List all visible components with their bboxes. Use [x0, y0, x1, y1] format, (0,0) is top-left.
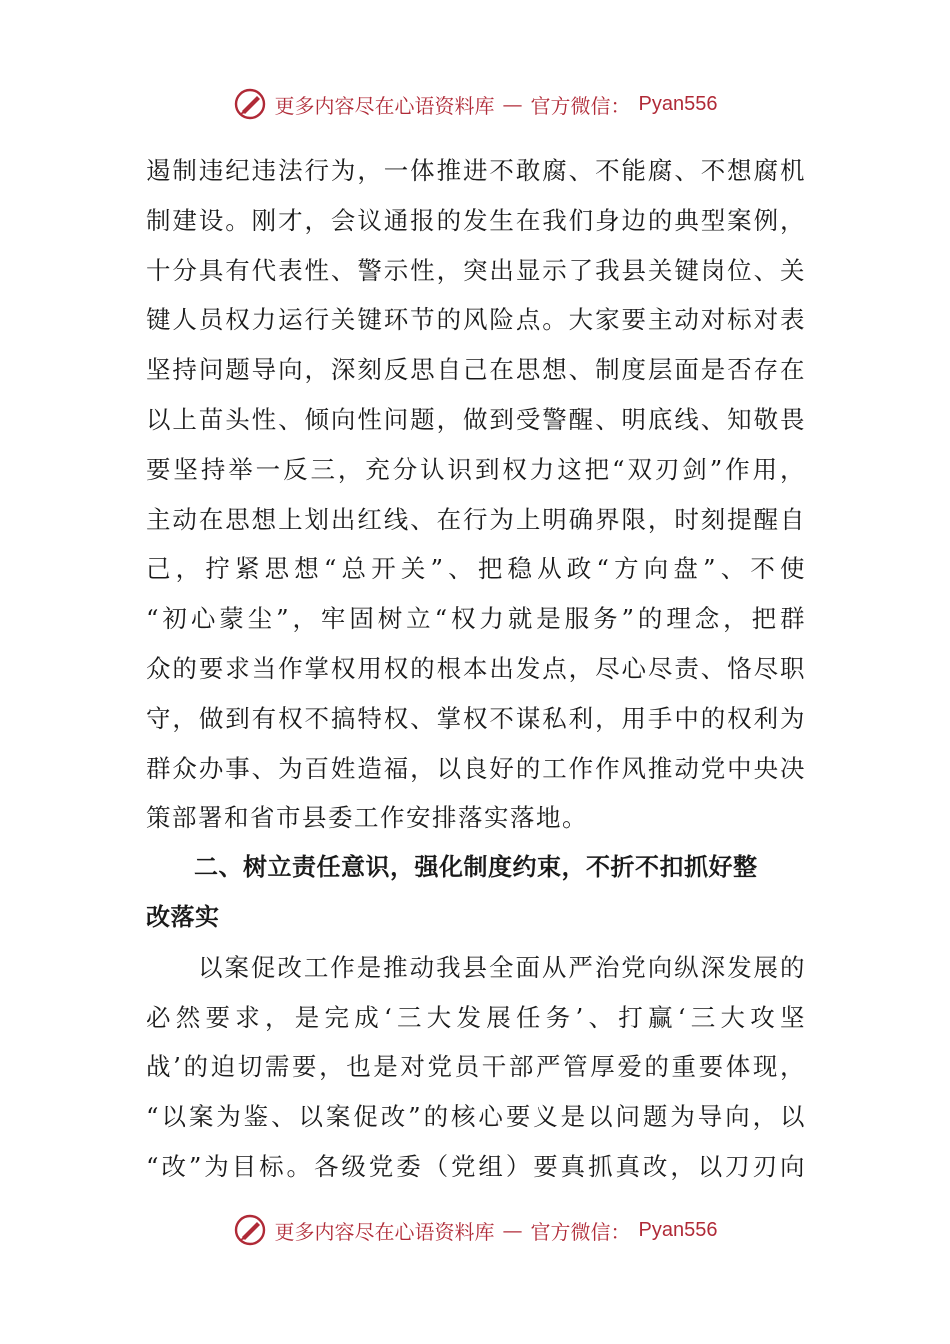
- pen-seal-icon: [233, 1213, 267, 1247]
- text-line: 群众办事、为百姓造福，以良好的工作作风推动党中央决: [146, 753, 806, 783]
- wechat-id: Pyan556: [638, 92, 718, 115]
- wechat-id: Pyan556: [638, 1218, 718, 1241]
- text-line: 坚持问题导向，深刻反思自己在思想、制度层面是否存在: [146, 355, 806, 385]
- heading-line: 改落实: [146, 902, 220, 931]
- text-line: 键人员权力运行关键环节的风险点。大家要主动对标对表: [146, 305, 806, 335]
- text-line: 遏制违纪违法行为，一体推进不敢腐、不能腐、不想腐机: [146, 156, 806, 185]
- wechat-label: 官方微信：: [530, 93, 631, 118]
- text-line: 众的要求当作掌权用权的根本出发点，尽心尽责、恪尽职: [146, 653, 806, 683]
- pen-seal-icon: [233, 87, 267, 121]
- section-heading-2: [146, 843, 806, 943]
- text-line: 要坚持举一反三，充分认识到权力这把“双刃剑”作用，: [146, 454, 806, 484]
- text-line: 战’的迫切需要，也是对党员干部严管厚爱的重要体现，: [146, 1052, 806, 1082]
- text-line: 必然要求，是完成‘三大发展任务’、打赢‘三大攻坚: [146, 1002, 806, 1032]
- text-line: 以上苗头性、倾向性问题，做到受警醒、明底线、知敬畏: [146, 404, 806, 434]
- banner-dash: —: [502, 1218, 523, 1242]
- text-line: “改”为目标。各级党委（党组）要真抓真改，以刀刃向: [146, 1151, 806, 1181]
- site-name: 更多内容尽在心语资料库: [274, 1219, 495, 1244]
- text-line: “初心蒙尘”，牢固树立“权力就是服务”的理念，把群: [146, 604, 806, 634]
- text-line: 十分具有代表性、警示性，突出显示了我县关键岗位、关: [146, 255, 806, 285]
- text-line: “以案为鉴、以案促改”的核心要义是以问题为导向，以: [146, 1102, 806, 1132]
- paragraph-1: [146, 146, 806, 843]
- wechat-label: 官方微信：: [530, 1219, 631, 1244]
- header-watermark: [0, 84, 950, 124]
- site-name: 更多内容尽在心语资料库: [274, 93, 495, 118]
- text-line: 主动在思想上划出红线、在行为上明确界限，时刻提醒自: [146, 504, 806, 534]
- banner-dash: —: [502, 92, 523, 116]
- document-body: [146, 146, 806, 1192]
- text-line: 己，拧紧思想“总开关”、把稳从政“方向盘”、不使: [146, 554, 806, 584]
- text-line: 守，做到有权不搞特权、掌权不谋私利，用手中的权利为: [146, 703, 806, 733]
- text-line: 策部署和省市县委工作安排落实落地。: [146, 803, 588, 833]
- text-line: 以案促改工作是推动我县全面从严治党向纵深发展的: [198, 952, 806, 982]
- paragraph-2: [146, 943, 806, 1192]
- text-line: 制建设。刚才，会议通报的发生在我们身边的典型案例，: [146, 205, 806, 235]
- heading-line: 二、树立责任意识，强化制度约束，不折不扣抓好整: [194, 853, 758, 882]
- footer-watermark: [0, 1210, 950, 1250]
